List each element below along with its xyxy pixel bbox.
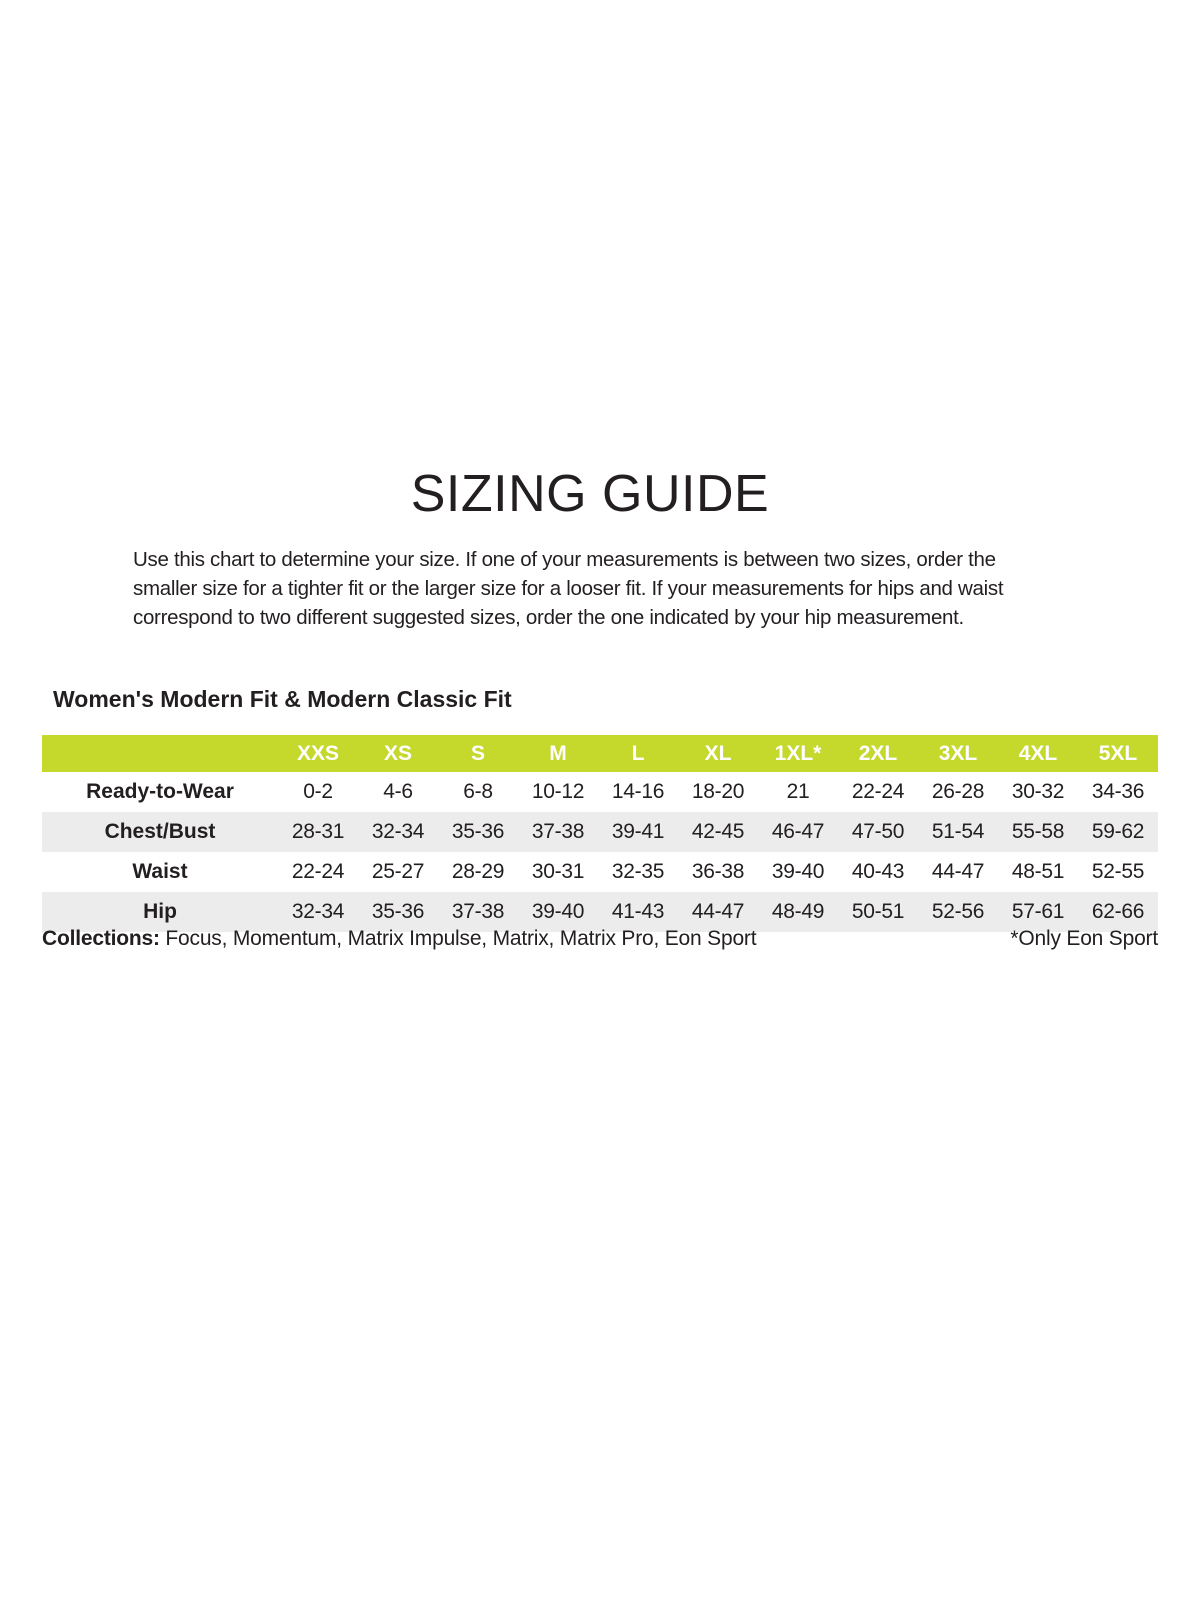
size-header-empty — [42, 735, 278, 772]
size-value-cell: 30-31 — [531, 860, 585, 883]
collections-line — [42, 927, 756, 951]
table-row — [42, 852, 1158, 892]
size-value-cell: 39-40 — [771, 860, 825, 883]
size-value-cell: 32-35 — [611, 860, 665, 883]
size-value-cell: 41-43 — [611, 900, 665, 923]
size-value-cell: 26-28 — [931, 780, 985, 803]
size-value-cell: 57-61 — [1011, 900, 1065, 923]
size-header-row — [42, 735, 1158, 772]
size-header-xs: XS — [358, 735, 438, 772]
size-value-cell: 50-51 — [851, 900, 905, 923]
size-value-cell: 52-56 — [931, 900, 985, 923]
size-header-m: M — [518, 735, 598, 772]
size-value-cell: 52-55 — [1091, 860, 1145, 883]
size-value-cell: 37-38 — [531, 820, 585, 843]
size-value-cell: 14-16 — [611, 780, 665, 803]
size-value-cell: 39-40 — [531, 900, 585, 923]
size-header-3xl: 3XL — [918, 735, 998, 772]
size-value-cell: 55-58 — [1011, 820, 1065, 843]
size-value-cell: 37-38 — [451, 900, 505, 923]
size-value-cell: 22-24 — [291, 860, 345, 883]
size-header-xl: XL — [678, 735, 758, 772]
page-title: SIZING GUIDE — [410, 465, 770, 523]
size-value-cell: 28-31 — [291, 820, 345, 843]
size-value-cell: 6-8 — [463, 780, 493, 803]
size-value-cell: 44-47 — [691, 900, 745, 923]
section-heading: Women's Modern Fit & Modern Classic Fit — [53, 686, 512, 712]
size-value-cell: 40-43 — [851, 860, 905, 883]
size-value-cell: 46-47 — [771, 820, 825, 843]
sizing-table — [42, 735, 1158, 932]
size-value-cell: 48-51 — [1011, 860, 1065, 883]
table-row — [42, 892, 1158, 932]
asterisk-note: *Only Eon Sport — [1010, 927, 1158, 950]
size-value-cell: 36-38 — [691, 860, 745, 883]
size-header-xxs: XXS — [278, 735, 358, 772]
size-value-cell: 44-47 — [931, 860, 985, 883]
size-value-cell: 32-34 — [291, 900, 345, 923]
size-header-1xlstar: 1XL* — [758, 735, 838, 772]
intro-paragraph: Use this chart to determine your size. If one of your measurements is between two sizes, order the smaller size for a tighter fit or the larger size for a looser fit. If your measurements for hips and waist correspond to two different suggested sizes, order the one indicated by your hip measurement. — [133, 548, 1004, 629]
size-value-cell: 62-66 — [1091, 900, 1145, 923]
size-value-cell: 32-34 — [371, 820, 425, 843]
size-value-cell: 25-27 — [371, 860, 425, 883]
table-footnote-row — [42, 927, 1158, 951]
size-value-cell: 35-36 — [451, 820, 505, 843]
size-value-cell: 4-6 — [383, 780, 413, 803]
row-label: Chest/Bust — [104, 820, 216, 843]
size-header-5xl: 5XL — [1078, 735, 1158, 772]
size-value-cell: 48-49 — [771, 900, 825, 923]
row-label: Ready-to-Wear — [86, 780, 234, 803]
size-value-cell: 21 — [786, 780, 810, 803]
size-value-cell: 10-12 — [531, 780, 585, 803]
size-value-cell: 30-32 — [1011, 780, 1065, 803]
size-value-cell: 42-45 — [691, 820, 745, 843]
size-value-cell: 39-41 — [611, 820, 665, 843]
size-header-l: L — [598, 735, 678, 772]
size-value-cell: 34-36 — [1091, 780, 1145, 803]
table-row — [42, 772, 1158, 812]
table-row — [42, 812, 1158, 852]
collections-label: Collections: — [42, 927, 160, 950]
size-value-cell: 18-20 — [691, 780, 745, 803]
size-header-s: S — [438, 735, 518, 772]
size-value-cell: 35-36 — [371, 900, 425, 923]
collections-list: Focus, Momentum, Matrix Impulse, Matrix, Matrix Pro, Eon Sport — [159, 927, 757, 950]
size-header-2xl: 2XL — [838, 735, 918, 772]
size-value-cell: 47-50 — [851, 820, 905, 843]
row-label: Waist — [132, 860, 188, 883]
size-value-cell: 22-24 — [851, 780, 905, 803]
size-header-4xl: 4XL — [998, 735, 1078, 772]
size-value-cell: 51-54 — [931, 820, 985, 843]
size-value-cell: 28-29 — [451, 860, 505, 883]
size-value-cell: 59-62 — [1091, 820, 1145, 843]
size-value-cell: 0-2 — [303, 780, 333, 803]
row-label: Hip — [143, 900, 177, 923]
